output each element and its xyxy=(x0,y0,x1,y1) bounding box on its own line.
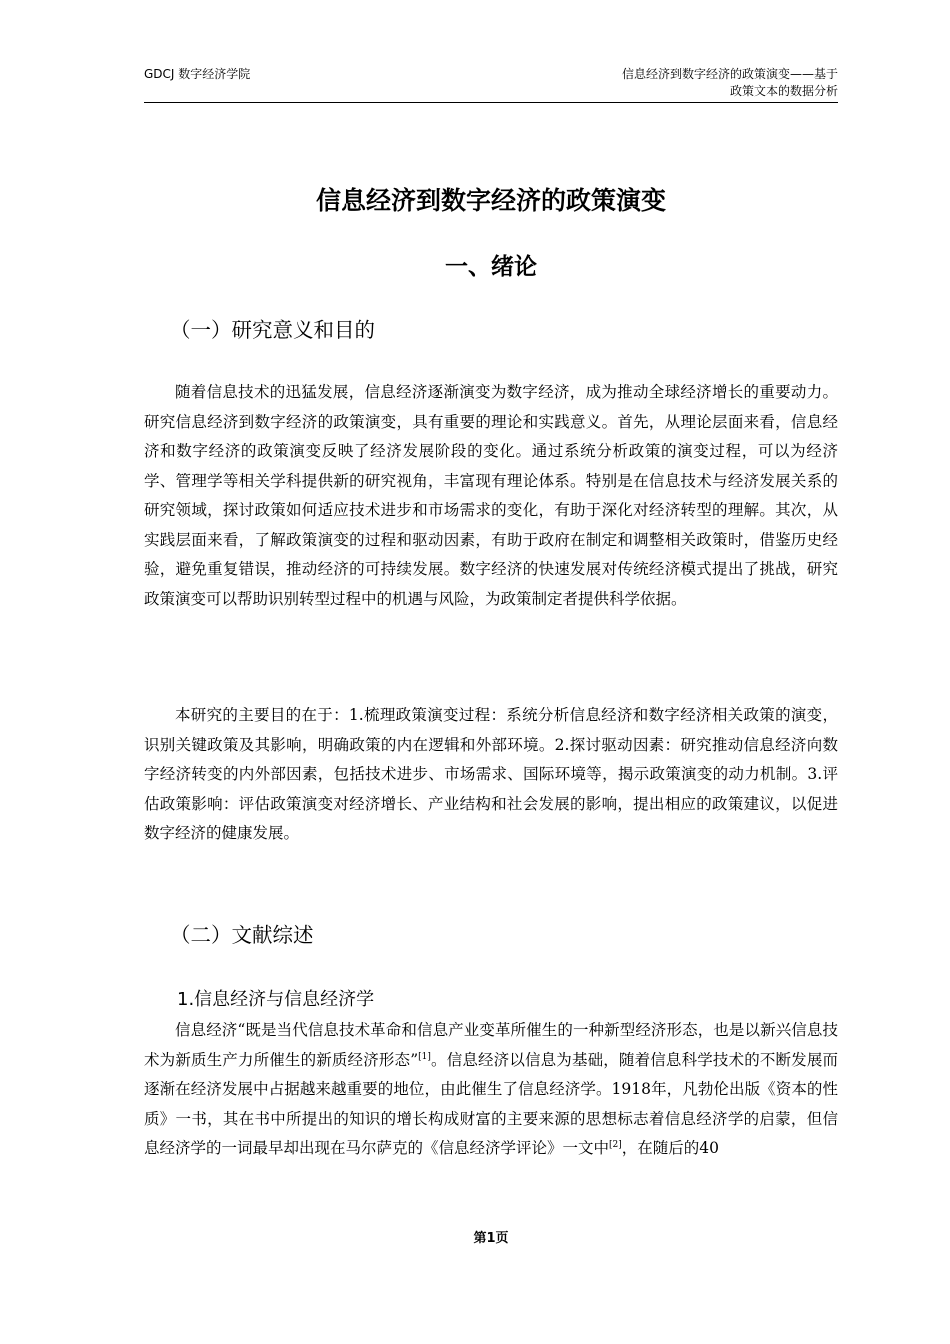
paragraph-text-segment: 。信息经济以信息为基础，随着信息科学技术的不断发展而逐渐在经济发展中占据越来越重要的地位，由此催生了信息经济学。1918年，凡勃伦出版《资本的性质》一书，其在书中所提出的知识的增长构成财富的主要来源的思想标志着信息经济学的启蒙，但信息经济学的一词最早却出现在马尔萨克的《信息经济学评论》一文中 xyxy=(144,1050,838,1157)
header-running-title-line2: 政策文本的数据分析 xyxy=(729,84,838,98)
section-heading-literature-review: （二）文献综述 xyxy=(170,923,314,947)
chapter-heading: 一、绪论 xyxy=(445,254,537,280)
subsection-heading-information-economy: 1.信息经济与信息经济学 xyxy=(177,989,375,1010)
citation-1[interactable]: [1] xyxy=(418,1051,431,1062)
body-paragraph-1: 随着信息技术的迅猛发展，信息经济逐渐演变为数字经济，成为推动全球经济增长的重要动力。研究信息经济到数字经济的政策演变，具有重要的理论和实践意义。首先，从理论层面来看，信息经济和数字经济的政策演变反映了经济发展阶段的变化。通过系统分析政策的演变过程，可以为经济学、管理学等相关学科提供新的研究视角，丰富现有理论体系。特别是在信息技术与经济发展关系的研究领域，探讨政策如何适应技术进步和市场需求的变化，有助于深化对经济转型的理解。其次，从实践层面来看，了解政策演变的过程和驱动因素，有助于政府在制定和调整相关政策时，借鉴历史经验，避免重复错误，推动经济的可持续发展。数字经济的快速发展对传统经济模式提出了挑战，研究政策演变可以帮助识别转型过程中的机遇与风险，为政策制定者提供科学依据。 xyxy=(144,383,838,608)
document-title: 信息经济到数字经济的政策演变 xyxy=(315,186,666,215)
citation-2[interactable]: [2] xyxy=(609,1140,622,1150)
header-institution: GDCJ 数字经济学院 xyxy=(144,67,251,81)
body-paragraph-3 xyxy=(144,1016,838,1206)
paragraph-text-segment: ，在随后的40 xyxy=(621,1139,719,1157)
page-header xyxy=(144,66,838,102)
body-paragraph-2: 本研究的主要目的在于：1.梳理政策演变过程：系统分析信息经济和数字经济相关政策的演变，识别关键政策及其影响，明确政策的内在逻辑和外部环境。2.探讨驱动因素：研究推动信息经济向数字经济转变的内外部因素，包括技术进步、市场需求、国际环境等，揭示政策演变的动力机制。3.评估政策影响：评估政策演变对经济增长、产业结构和社会发展的影响，提出相应的政策建议，以促进数字经济的健康发展。 xyxy=(144,706,838,842)
paragraph-text-segment: 信息经济“既是当代信息技术革命和信息产业变革所催生的一种新型经济形态，也是以新兴信息技术为新质生产力所催生的新质经济形态” xyxy=(144,1021,838,1069)
header-divider xyxy=(144,102,838,103)
page-number: 第1页 xyxy=(473,1231,509,1246)
header-running-title-line1: 信息经济到数字经济的政策演变——基于 xyxy=(621,67,838,81)
header-running-title xyxy=(538,66,838,100)
section-heading-research-significance: （一）研究意义和目的 xyxy=(170,318,375,342)
